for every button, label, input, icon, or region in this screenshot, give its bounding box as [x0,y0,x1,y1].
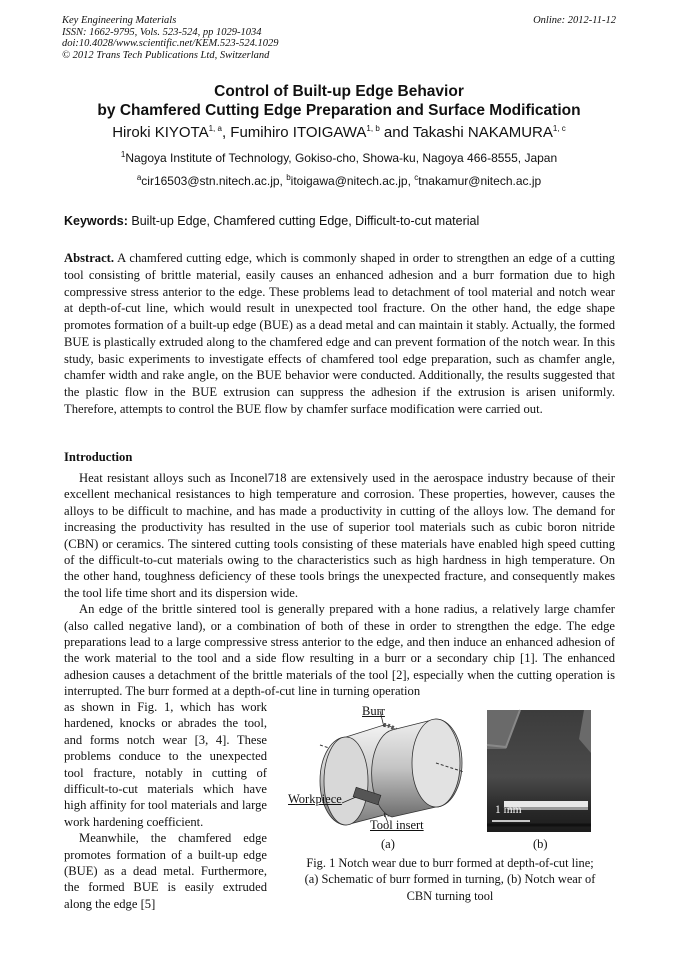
journal-header [62,15,616,61]
author-sup: 1, a [208,124,222,133]
affiliation-text: Nagoya Institute of Technology, Gokiso-cho, Showa-ku, Nagoya 466-8555, Japan [125,151,558,165]
subfigure-a-label: (a) [381,837,395,851]
email-address[interactable]: tnakamur@nitech.ac.jp [418,174,542,188]
keywords [64,214,479,228]
figure-1-caption [284,855,616,904]
introduction-heading: Introduction [64,450,133,464]
email-sep: , [279,174,287,188]
subfigure-b-label: (b) [533,837,548,851]
affiliation [62,151,616,165]
title-line-2: by Chamfered Cutting Edge Preparation and Surface Modification [97,102,581,119]
journal-name: Key Engineering Materials [62,15,177,26]
scale-bar-label: 1 mm [495,804,522,816]
email-address[interactable]: cir16503@stn.nitech.ac.jp [141,174,280,188]
intro-paragraph-2-continued: as shown in Fig. 1, which has work hardened, knocks or abrades the tool, and forms notch wear [3, 4]. These problems conduce to the unexpected tool fracture, notably in cutting of difficult-to-cut materials which have high affinity for tool materials and large work hardening coefficient. [64,700,267,829]
abstract [64,250,615,418]
journal-doi: doi:10.4028/www.scientific.net/KEM.523-524.1029 [62,38,279,49]
workpiece-label: Workpiece [288,792,342,806]
figure-1-drawing [284,705,614,855]
author-name: Fumihiro ITOIGAWA [230,124,367,141]
author-sep: and [379,124,413,141]
online-date: Online: 2012-11-12 [533,15,616,26]
keywords-text: Built-up Edge, Chamfered cutting Edge, Difficult-to-cut material [131,214,480,228]
abstract-label: Abstract. [64,251,115,265]
caption-line-2: (a) Schematic of burr formed in turning, (b) Notch wear of [304,872,596,887]
intro-paragraph-2: An edge of the brittle sintered tool is generally prepared with a hone radius, a relatively large chamfer (also called negative land), or a combination of both of these in order to strengthen the edge. The edge preparations lead to a large compressive stress anterior to the edge, and then induce an enhanced adhesion of the work material to the tool and a side flow resulting in a burr or a secondary chip [1]. The enhanced adhesion causes a detachment of the brittle materials of the tool [2], especially when the cutting operation is interrupted. The burr formed at a depth-of-cut line in turning operation [64,602,615,699]
author-sup: 1, c [552,124,566,133]
author-sep: , [221,124,231,141]
paper-title [62,82,616,120]
introduction-body [64,470,615,700]
email-sup: a [136,173,142,182]
author-sup: 1, b [366,124,380,133]
journal-issn: ISSN: 1662-9795, Vols. 523-524, pp 1029-1034 [62,26,262,38]
intro-paragraph-1: Heat resistant alloys such as Inconel718 are extensively used in the aerospace industry because of their excellent mechanical resistances to high temperature and corrosion. These properties, however, causes the alloys to be difficult to machine, and has made a productivity in cutting of the alloys low. The demand for increasing the productivity has resulted in the use of superior tool materials such as cubic boron nitride (CBN) or ceramics. The sintered cutting tools consisting of these materials have enabled high speed cutting of the difficult-to-cut materials owing to the characteristics such as high hardness in high temperature. On the other hand, toughness deficiency of these tools brings the unexpected fracture, and consequently makes the tool life time short and its dispersion wide. [64,471,615,600]
journal-copyright: © 2012 Trans Tech Publications Ltd, Switzerland [62,49,270,61]
email-sup: c [414,173,419,182]
email-address[interactable]: itoigawa@nitech.ac.jp [290,174,408,188]
email-sup: b [286,173,291,182]
author-list [62,124,616,141]
author-name: Takashi NAKAMURA [412,124,553,141]
abstract-text: A chamfered cutting edge, which is commonly shaped in order to strengthen an edge of a cutting tool consisting of brittle material, easily causes an enhanced adhesion and a burr formation due to high compressive stress anterior to the edge. These problems lead to detachment of tool material and notch wear at depth-of-cut line, which would result in unexpected tool fracture. On the other hand, the edge shape promotes formation of a built-up edge (BUE) as a dead metal and can maintain it stably. Actually, the formed BUE is plastically extruded along to the chamfered edge and can prevent formation of the notch wear. In this study, basic experiments to investigate effects of chamfered tool edge preparation, such as chamfer angle, chamfer width and rake angle, on the BUE behavior were conducted. Additionally, the results suggested that the plastic flow in the BUE extrusion can suppress the adhesion if the extrusion is arisen uniformly. Therefore, attempts to control the BUE flow by chamfer surface modification were carried out. [64,251,615,416]
keywords-label: Keywords: [64,214,128,228]
email-sep: , [407,174,415,188]
title-line-1: Control of Built-up Edge Behavior [214,83,464,100]
tool-insert-label: Tool insert [370,818,424,832]
caption-line-3: CBN turning tool [406,888,494,903]
left-column-text [64,699,267,912]
burr-label: Burr [362,704,385,718]
affiliation-sup: 1 [120,150,126,159]
email-list [62,174,616,188]
caption-line-1: Fig. 1 Notch wear due to burr formed at depth-of-cut line; [306,856,594,870]
author-name: Hiroki KIYOTA [112,124,209,141]
intro-paragraph-3: Meanwhile, the chamfered edge promotes formation of a built-up edge (BUE) as a dead metal. Furthermore, the formed BUE is easily extruded along the edge [5] [64,831,267,911]
workpiece-schematic [320,711,464,825]
